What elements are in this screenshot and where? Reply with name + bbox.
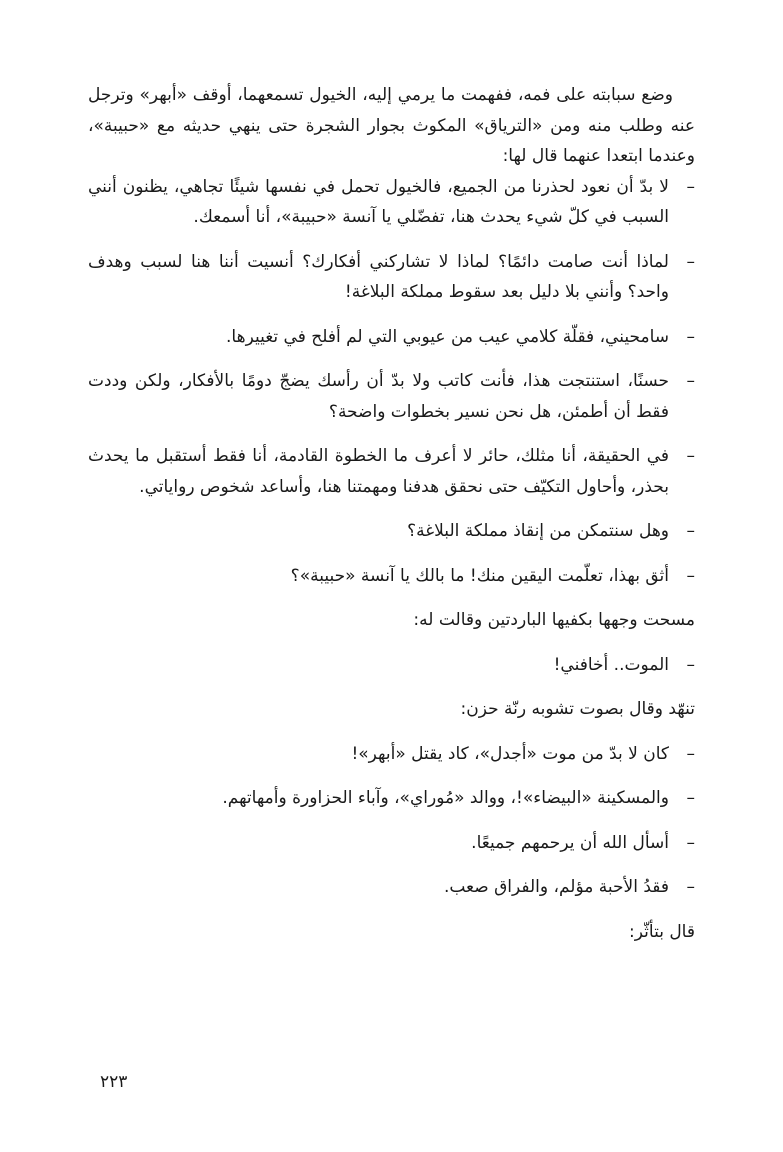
dialogue-dash: – — [686, 251, 695, 272]
dialogue-text: وهل سنتمكن من إنقاذ مملكة البلاغة؟ — [407, 521, 669, 541]
narration-paragraph: قال بتأثّر: — [629, 921, 695, 942]
dialogue-text: أسأل الله أن يرحمهم جميعًا. — [471, 832, 669, 853]
dialogue-text: سامحيني، فقلّة كلامي عيب من عيوبي التي لم أفلح في تغييرها. — [226, 326, 669, 347]
dialogue-line — [88, 783, 695, 814]
dialogue-dash: – — [686, 743, 695, 764]
dialogue-dash: – — [686, 371, 695, 391]
dialogue-text: كان لا بدّ من موت «أجدل»، كاد يقتل «أبهر»! — [351, 743, 669, 764]
dialogue-text: فقدُ الأحبة مؤلم، والفراق صعب. — [443, 877, 669, 897]
dialogue-line — [88, 247, 695, 308]
dialogue-line — [88, 366, 695, 427]
dialogue-line — [88, 516, 695, 547]
dialogue-line — [88, 739, 695, 770]
dialogue-text: حسنًا، استنتجت هذا، فأنت كاتب ولا بدّ أن رأسك يضجّ دومًا بالأفكار، ولكن وددت فقط أن أطمئن، هل نحن نسير بخطوات واضحة؟ — [88, 371, 669, 422]
dialogue-line — [88, 561, 695, 592]
dialogue-text: في الحقيقة، أنا مثلك، حائر لا أعرف ما الخطوة القادمة، أنا فقط أستقبل ما يحدث بحذر، وأحاول التكيّف حتى نحقق هدفنا ومهمتنا هنا، وأساعد شخوص رواياتي. — [88, 446, 669, 497]
page-body — [88, 80, 695, 960]
dialogue-dash: – — [686, 877, 695, 897]
dialogue-line — [88, 172, 695, 233]
narration-paragraph: تنهّد وقال بصوت تشوبه رنّة حزن: — [460, 699, 695, 719]
intro-paragraph: وضع سبابته على فمه، ففهمت ما يرمي إليه، الخيول تسمعهما، أوقف «أبهر» وترجل عنه وطلب منه ومن «الترياق» المكوث بجوار الشجرة حتى ينهي حديثه مع «حبيبة»، وعندما ابتعدا عنهما قال لها: — [88, 85, 695, 166]
dialogue-dash: – — [686, 565, 695, 586]
dialogue-line — [88, 872, 695, 903]
dialogue-text: أثق بهذا، تعلّمت اليقين منك! ما بالك يا آنسة «حبيبة»؟ — [290, 565, 669, 586]
dialogue-dash: – — [686, 832, 695, 853]
dialogue-dash: – — [686, 326, 695, 347]
dialogue-dash: – — [686, 521, 695, 541]
dialogue-text: لماذا أنت صامت دائمًا؟ لماذا لا تشاركني أفكارك؟ أنسيت أننا هنا لسبب وهدف واحد؟ وأنني بلا دليل بعد سقوط مملكة البلاغة! — [88, 251, 669, 302]
dialogue-text: والمسكينة «البيضاء»!، ووالد «مُوراي»، وآباء الحزاورة وأمهاتهم. — [222, 788, 669, 808]
narration-paragraph: مسحت وجهها بكفيها الباردتين وقالت له: — [413, 610, 695, 630]
dialogue-line — [88, 650, 695, 681]
dialogue-text: لا بدّ أن نعود لحذرنا من الجميع، فالخيول تحمل في نفسها شيئًا تجاهي، يظنون أنني السبب في كلّ شيء يحدث هنا، تفضّلي يا آنسة «حبيبة»، أنا أسمعك. — [88, 176, 669, 227]
dialogue-text: الموت.. أخافني! — [553, 654, 669, 675]
dialogue-line — [88, 322, 695, 353]
dialogue-dash: – — [686, 446, 695, 466]
page-number: ٢٢٣ — [100, 1072, 128, 1092]
dialogue-dash: – — [686, 176, 695, 197]
dialogue-line — [88, 828, 695, 859]
dialogue-line — [88, 441, 695, 502]
dialogue-dash: – — [686, 788, 695, 808]
dialogue-dash: – — [686, 654, 695, 675]
